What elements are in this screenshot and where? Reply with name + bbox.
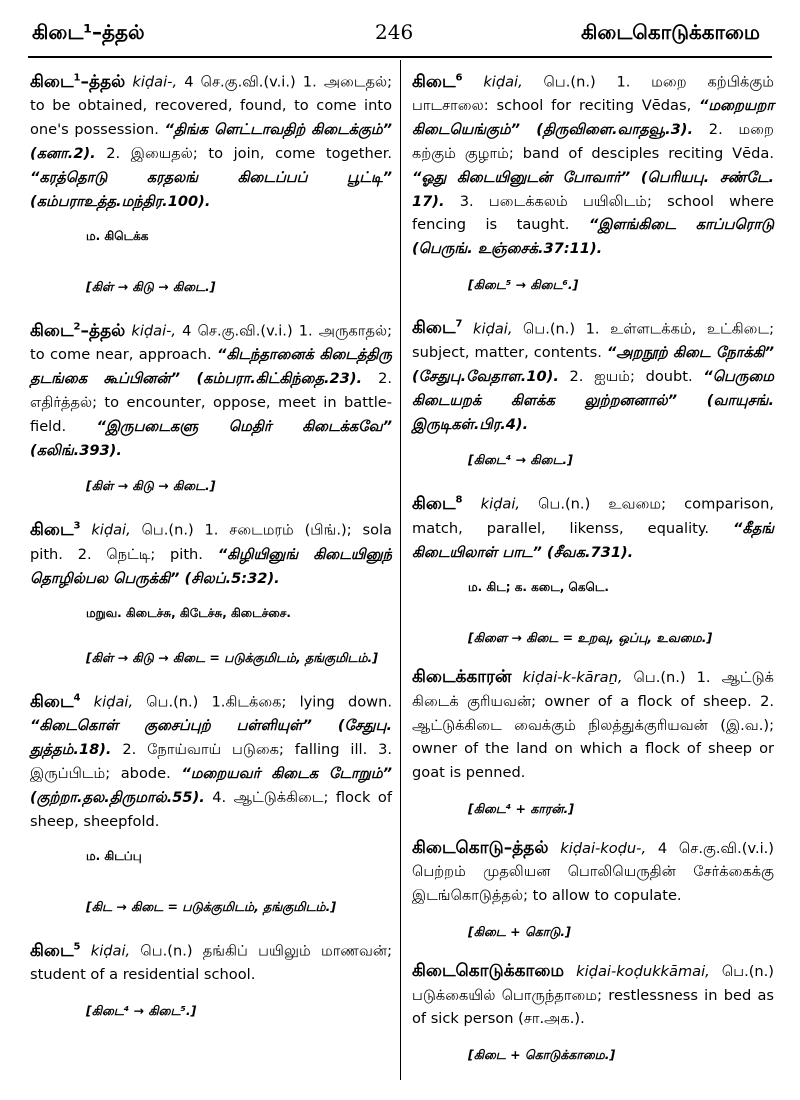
definition: பெ.(n.) 1. மறை கற்பிக்கும் பாடசாலை: school for reciting Vēdas, <box>412 73 775 115</box>
headword: கிடைகொடு–த்தல் <box>412 837 549 858</box>
transliteration: kiḍai, <box>91 521 131 539</box>
definition: 4 செ.கு.வி.(v.i.) பெற்றம் முதலியன பொலியெருதின் சேர்க்கைக்கு இடங்கொடுத்தல்; to allow to copulate. <box>412 839 774 905</box>
headword: கிடை$^2$–த்தல் <box>30 320 126 341</box>
transliteration: kiḍai-koḍukkāmai, <box>576 962 710 980</box>
definition: 2. இயைதல்; to join, come together. <box>95 145 392 163</box>
definition: 4 செ.கு.வி.(v.i.) 1. அடைதல்; to be obtained, recovered, found, to come into one's possession. <box>30 73 393 139</box>
citation: “இருபடைகளு மெதிர் கிடைக்கவே” (கலிங்.393). <box>30 417 392 459</box>
etymology: [கிடை + கொடுக்காமை.] <box>468 1047 616 1063</box>
header-rule <box>28 56 772 58</box>
definition: பெ.(n.) 1. ஆட்டுக் கிடைக் குரியவன்; owner of a flock of sheep. 2. ஆட்டுக்கிடை வைக்கும் நிலத்துக்குரியவன் (இ.வ.); owner of the land on which a flock of sheep or goat is penned. <box>412 668 775 782</box>
citation: “திங்க ளெட்டாவதிற் கிடைக்கும்” (கனா.2). <box>30 121 392 163</box>
entry-kidaikodu <box>412 837 774 908</box>
entry-kidai-2 <box>30 315 392 462</box>
definition: 4. ஆட்டுக்கிடை; flock of sheep, sheepfold. <box>30 788 392 830</box>
citation: “இளங்கிடை காப்பரொடு (பெருங். உஞ்சைக்.37:11). <box>412 216 774 258</box>
transliteration: kiḍai, <box>473 320 513 338</box>
etymology: [கிள் → கிடு → கிடை.] <box>86 279 216 295</box>
cognate-note: ம. கிடெக்க <box>86 229 149 244</box>
headword: கிடை$^5$ <box>30 940 81 961</box>
transliteration: kiḍai-, <box>131 322 177 340</box>
citation: “கிடைகொள் குசைப்புற் பள்ளியுள்” (சேதுபு. துத்தம்.18). <box>30 717 392 759</box>
right-column <box>412 66 774 1083</box>
definition: பெ.(n.) படுக்கையில் பொருந்தாமை; restlessness in bed as of sick person (சா.அக.). <box>412 962 774 1028</box>
citation: “பெருமை கிடையறக் கிளக்க லுற்றனனால்” (வாயுசங். இருடிகள்.பிர.4). <box>412 368 774 433</box>
headword: கிடை$^1$–த்தல் <box>30 71 126 92</box>
etymology: [கிள் → கிடு → கிடை = படுக்குமிடம், தங்குமிடம்.] <box>86 650 378 666</box>
entry-kidai-8 <box>412 488 774 564</box>
definition: 2. ஐயம்; doubt. <box>558 368 704 386</box>
headword: கிடை$^8$ <box>412 493 463 514</box>
etymology: [கிடை + கொடு.] <box>468 924 571 940</box>
transliteration: kiḍai, <box>483 73 523 91</box>
transliteration: kiḍai, <box>90 942 131 960</box>
transliteration: kiḍai, <box>93 693 134 711</box>
headword: கிடை$^6$ <box>412 71 463 92</box>
synonym-note: மறுவ. கிடைச்சு, கிடேச்சு, கிடைச்சை. <box>86 606 291 621</box>
header-guide-word-left: கிடை¹–த்தல் <box>32 20 145 44</box>
definition: பெ.(n.) 1. உள்ளடக்கம், உட்கிடை; subject, matter, contents. <box>412 320 775 362</box>
citation: “கிடந்தானைக் கிடைத்திரு தடங்கை கூப்பினன்” (கம்பரா.கிட்கிந்தை.23). <box>30 346 392 388</box>
citation: “ஓது கிடையினுடன் போவார்” (பெரியபு. சண்டே. 17). <box>412 168 774 210</box>
headword: கிடைகொடுக்காமை <box>412 960 565 981</box>
headword: கிடைக்காரன் <box>412 666 512 687</box>
definition: பெ.(n.) 1. சடைமரம் (பிங்.); sola pith. 2. நெட்டி; pith. <box>30 521 392 563</box>
definition: பெ.(n.) 1.கிடக்கை; lying down. <box>133 693 392 711</box>
left-column <box>30 66 392 1039</box>
entry-kidai-5 <box>30 935 392 987</box>
entry-kidai-6 <box>412 66 774 261</box>
etymology: [கிள் → கிடு → கிடை.] <box>86 478 216 494</box>
headword: கிடை$^3$ <box>30 519 81 540</box>
definition: 4 செ.கு.வி.(v.i.) 1. அருகாதல்; to come near, approach. <box>30 322 392 364</box>
column-divider <box>400 60 401 1080</box>
definition: 2. எதிர்த்தல்; to encounter, oppose, meet in battle-field. <box>30 370 392 435</box>
citation: “கரத்தொடு கரதலங் கிடைப்பப் பூட்டி” (கம்பராஉத்த.மந்திர.100). <box>30 168 392 210</box>
entry-kidai-3 <box>30 514 392 590</box>
transliteration: kiḍai, <box>480 495 521 513</box>
header-guide-word-right: கிடைகொடுக்காமை <box>581 20 760 44</box>
definition: 2. மறை கற்கும் குழாம்; band of desciples reciting Vēda. <box>412 121 774 163</box>
citation: “மறையறா கிடையெங்கும்” (திருவிளை.வாதவூ.3). <box>412 97 774 139</box>
definition: 3. படைக்கலம் பயிலிடம்; school where fencing is taught. <box>412 192 774 234</box>
entry-kidai-4 <box>30 686 392 833</box>
citation: “அறநூற் கிடை நோக்கி” (சேதுபு.வேதாள.10). <box>412 344 775 386</box>
definition: பெ.(n.) தங்கிப் பயிலும் மாணவன்; student of a residential school. <box>30 942 392 984</box>
citation: “கிழியினுங் கிடையினுந் தொழில்பல பெருக்கி” (சிலப்.5:32). <box>30 545 392 587</box>
entry-kidaikodukkamai <box>412 960 774 1031</box>
definition: பெ.(n.) உவமை; comparison, match, parallel, likenss, equality. <box>412 495 775 537</box>
etymology: [கிடை⁴ + காரன்.] <box>468 800 574 816</box>
etymology: [கிடை⁴ → கிடை.] <box>468 452 573 468</box>
citation: “கீதங் கிடையிலாள் பாட” (சீவக.731). <box>412 519 774 561</box>
entry-kidaikkaran <box>412 666 774 785</box>
citation: “மறையவர் கிடைக டோறும்” (குற்றா.தல.திருமால்.55). <box>30 764 392 806</box>
etymology: [கிடை⁴ → கிடை⁵.] <box>86 1003 197 1019</box>
etymology: [கிடை⁵ → கிடை⁶.] <box>468 277 579 293</box>
transliteration: kiḍai-, <box>132 73 178 91</box>
definition: 2. நோய்வாய் படுகை; falling ill. 3. இருப்பிடம்; abode. <box>30 741 392 782</box>
page-number: 246 <box>375 20 414 44</box>
entry-kidai-7 <box>412 313 774 437</box>
headword: கிடை$^4$ <box>30 691 81 712</box>
headword: கிடை$^7$ <box>412 318 463 339</box>
etymology: [கிளை → கிடை = உறவு, ஒப்பு, உவமை.] <box>468 630 713 646</box>
cognate-note: ம. கிட; க. கடை, கெடெ. <box>468 580 609 595</box>
transliteration: kiḍai-k-kāraṉ, <box>522 668 623 686</box>
transliteration: kiḍai-koḍu-, <box>560 839 647 857</box>
entry-kidai-1 <box>30 66 392 213</box>
cognate-note: ம. கிடப்பு <box>86 849 142 864</box>
etymology: [கிட → கிடை = படுக்குமிடம், தங்குமிடம்.] <box>86 899 337 915</box>
